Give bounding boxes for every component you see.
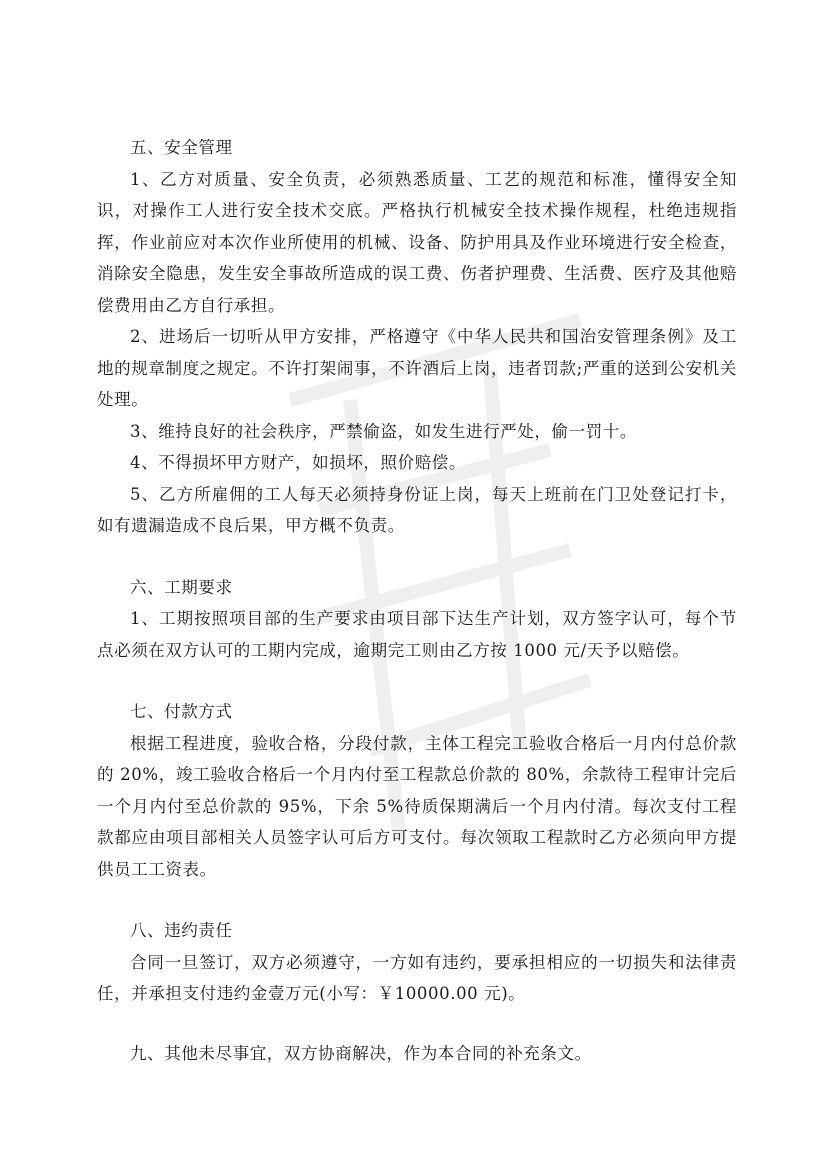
safety-clause-2: 2、进场后一切听从甲方安排，严格遵守《中华人民共和国治安管理条例》及工地的规章制度之规定。不许打架闹事，不许酒后上岗，违者罚款;严重的送到公安机关处理。 bbox=[97, 327, 737, 409]
safety-clause-3: 3、维持良好的社会秩序，严禁偷盗，如发生进行严处，偷一罚十。 bbox=[130, 421, 637, 441]
contract-body bbox=[97, 132, 737, 1069]
schedule-clause-1: 1、工期按照项目部的生产要求由项目部下达生产计划，双方签字认可，每个节点必须在双方认可的工期内完成，逾期完工则由乙方按 1000 元/天予以赔偿。 bbox=[97, 609, 737, 660]
section-spacer bbox=[97, 666, 737, 696]
section-spacer bbox=[97, 542, 737, 572]
section-spacer bbox=[97, 1010, 737, 1038]
section-heading-schedule: 六、工期要求 bbox=[130, 577, 233, 597]
section-heading-safety: 五、安全管理 bbox=[130, 138, 233, 157]
section-spacer bbox=[97, 885, 737, 915]
section-heading-payment: 七、付款方式 bbox=[130, 702, 233, 721]
safety-clause-5: 5、乙方所雇佣的工人每天必须持身份证上岗，每天上班前在门卫处登记打卡，如有遗漏造成不良后果，甲方概不负责。 bbox=[97, 484, 737, 535]
payment-clause: 根据工程进度，验收合格，分段付款，主体工程完工验收合格后一月内付总价款的 20%，竣工验收合格后一个月内付至工程款总价款的 80%，余款待工程审计完后一个月内付至总价款的 95%，下余 5%待质保期满后一个月内付清。每次支付工程款都应由项目部相关人员签字认可后方可支付。每次领取工程款时乙方必须向甲方提供员工工资表。 bbox=[97, 733, 737, 879]
section-heading-other-matters: 九、其他未尽事宜，双方协商解决，作为本合同的补充条文。 bbox=[130, 1043, 592, 1063]
safety-clause-1: 1、乙方对质量、安全负责，必须熟悉质量、工艺的规范和标准，懂得安全知识，对操作工人进行安全技术交底。严格执行机械安全技术操作规程，杜绝违规指挥，作业前应对本次作业所使用的机械、设备、防护用具及作业环境进行安全检查，消除安全隐患，发生安全事故所造成的误工费、伤者护理费、生活费、医疗及其他赔偿费用由乙方自行承担。 bbox=[97, 169, 737, 315]
section-heading-breach: 八、违约责任 bbox=[130, 921, 233, 940]
breach-clause: 合同一旦签订，双方必须遵守，一方如有违约，要承担相应的一切损失和法律责任，并承担支付违约金壹万元(小写：￥10000.00 元)。 bbox=[97, 952, 737, 1003]
safety-clause-4: 4、不得损坏甲方财产，如损坏，照价赔偿。 bbox=[130, 453, 466, 472]
